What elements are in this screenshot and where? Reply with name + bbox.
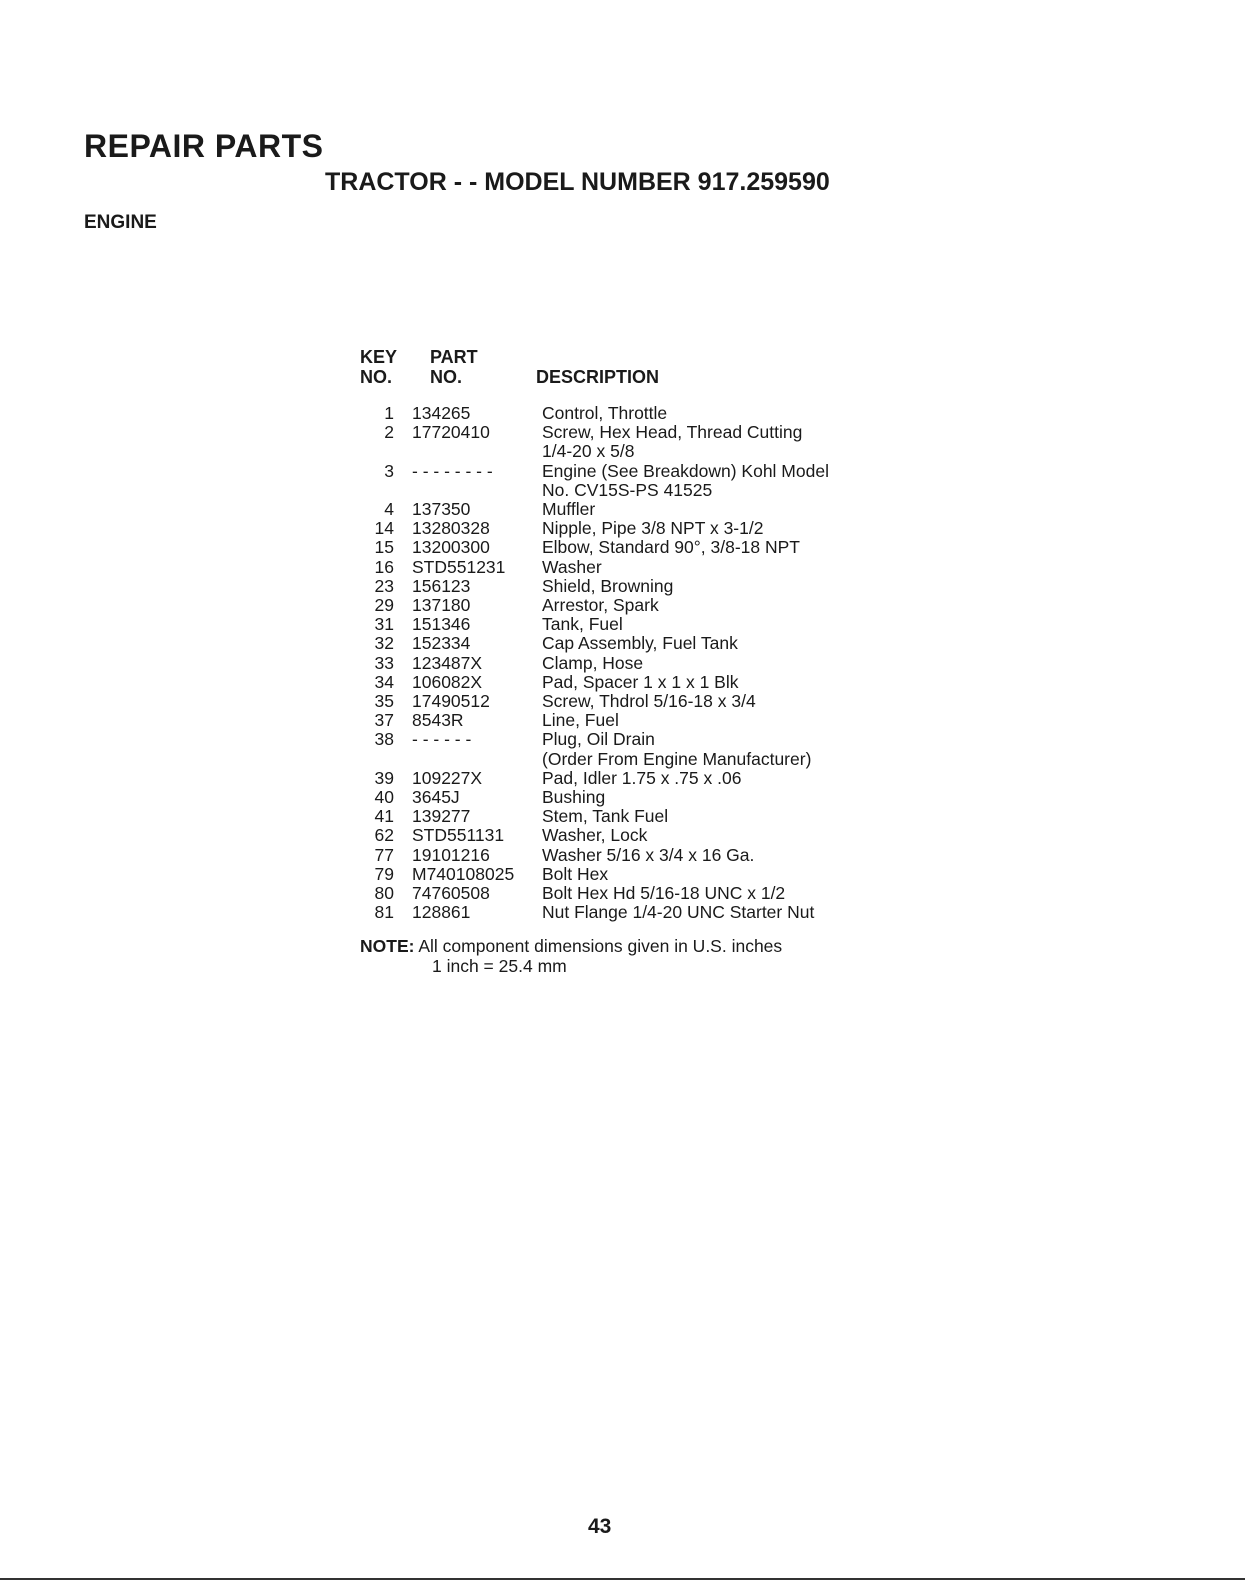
- table-row: [360, 788, 829, 807]
- key-number: 77: [374, 844, 394, 865]
- part-number: 123487X: [412, 652, 483, 673]
- key-number: 31: [374, 614, 394, 635]
- part-description: [542, 903, 814, 922]
- part-description: [542, 673, 739, 692]
- part-number: 13200300: [412, 537, 490, 558]
- table-row: [360, 558, 829, 577]
- part-number: 19101216: [412, 844, 490, 865]
- description-line: Line, Fuel: [542, 710, 619, 731]
- table-row: [360, 462, 829, 500]
- part-description: [542, 807, 668, 826]
- part-description: [542, 692, 756, 711]
- part-number: 13280328: [412, 518, 490, 539]
- description-line: Washer 5/16 x 3/4 x 16 Ga.: [542, 844, 755, 865]
- key-header-top: KEY: [360, 347, 398, 367]
- table-row: [360, 692, 829, 711]
- description-line: Elbow, Standard 90°, 3/8-18 NPT: [542, 537, 800, 558]
- table-row: [360, 577, 829, 596]
- table-row: [360, 615, 829, 634]
- table-row: [360, 826, 829, 845]
- description-line: (Order From Engine Manufacturer): [542, 748, 812, 769]
- description-line: No. CV15S-PS 41525: [542, 479, 713, 500]
- description-line: Pad, Idler 1.75 x .75 x .06: [542, 767, 742, 788]
- key-number: 62: [374, 825, 394, 846]
- note-line-1: All component dimensions given in U.S. inches: [418, 936, 783, 956]
- description-line: Control, Throttle: [542, 403, 668, 423]
- description-line: Muffler: [542, 499, 596, 520]
- key-number: 41: [374, 806, 394, 827]
- part-description: [542, 462, 829, 500]
- part-number: 109227X: [412, 767, 483, 788]
- part-header-top: PART: [430, 347, 478, 367]
- footer-rule: [0, 1578, 1245, 1580]
- part-description: [542, 615, 623, 634]
- page-number: 43: [588, 1515, 612, 1538]
- key-number: 35: [374, 691, 394, 712]
- part-number: M740108025: [412, 863, 515, 884]
- key-number: 23: [374, 575, 394, 596]
- description-line: Stem, Tank Fuel: [542, 806, 669, 827]
- description-line: Nut Flange 1/4-20 UNC Starter Nut: [542, 902, 815, 923]
- part-number: 152334: [412, 633, 471, 654]
- description-line: Shield, Browning: [542, 575, 674, 596]
- part-description: [542, 826, 647, 845]
- part-number: STD551131: [412, 825, 505, 846]
- table-row: [360, 769, 829, 788]
- page-title: REPAIR PARTS: [84, 128, 324, 164]
- table-row: [360, 538, 829, 557]
- table-row: [360, 807, 829, 826]
- note-line-2: 1 inch = 25.4 mm: [432, 956, 567, 976]
- description-line: Nipple, Pipe 3/8 NPT x 3-1/2: [542, 518, 764, 539]
- model-subtitle: TRACTOR - - MODEL NUMBER 917.259590: [325, 168, 830, 196]
- table-row: [360, 654, 829, 673]
- part-description: [542, 404, 667, 423]
- part-description: [542, 577, 673, 596]
- part-number: 156123: [412, 575, 471, 596]
- part-number: 128861: [412, 902, 471, 923]
- table-row: [360, 404, 829, 423]
- table-row: [360, 634, 829, 653]
- description-line: Tank, Fuel: [542, 614, 623, 635]
- table-row: [360, 730, 829, 768]
- description-line: Cap Assembly, Fuel Tank: [542, 633, 738, 654]
- table-row: [360, 865, 829, 884]
- key-number: 37: [374, 710, 394, 731]
- part-description: [542, 423, 802, 461]
- description-line: Engine (See Breakdown) Kohl Model: [542, 460, 829, 481]
- part-number: 8543R: [412, 710, 464, 731]
- part-description: [542, 634, 738, 653]
- part-description: [542, 596, 659, 615]
- description-line: Bolt Hex: [542, 863, 609, 884]
- key-number: 38: [374, 729, 394, 750]
- note-label: NOTE:: [360, 936, 415, 956]
- key-number: 4: [384, 499, 394, 520]
- part-description: [542, 538, 800, 557]
- part-description: [542, 654, 643, 673]
- description-line: Washer, Lock: [542, 825, 648, 846]
- key-number: 34: [374, 671, 394, 692]
- key-header-bottom: NO.: [360, 367, 393, 387]
- part-description: [542, 788, 605, 807]
- part-number: 139277: [412, 806, 471, 827]
- description-line: Bolt Hex Hd 5/16-18 UNC x 1/2: [542, 883, 786, 904]
- key-number: 16: [374, 556, 394, 577]
- table-row: [360, 673, 829, 692]
- part-description: [542, 558, 602, 577]
- part-description: [542, 884, 785, 903]
- table-row: [360, 596, 829, 615]
- description-line: Plug, Oil Drain: [542, 729, 655, 750]
- key-number: 29: [374, 595, 394, 616]
- part-number: 137350: [412, 499, 471, 520]
- parts-list: [360, 404, 829, 922]
- table-row: [360, 423, 829, 461]
- part-description: [542, 730, 811, 768]
- key-number: 33: [374, 652, 394, 673]
- part-description: [542, 846, 754, 865]
- key-number: 81: [374, 902, 394, 923]
- key-number: 79: [374, 863, 394, 884]
- part-description: [542, 711, 619, 730]
- part-number: 3645J: [412, 787, 460, 808]
- table-row: [360, 846, 829, 865]
- part-number: 134265: [412, 403, 471, 423]
- description-line: Arrestor, Spark: [542, 595, 659, 616]
- description-line: Screw, Thdrol 5/16-18 x 3/4: [542, 691, 756, 712]
- part-number: 17490512: [412, 691, 490, 712]
- part-description: [542, 519, 763, 538]
- key-number: 39: [374, 767, 394, 788]
- key-number: 3: [384, 460, 394, 481]
- description-line: Pad, Spacer 1 x 1 x 1 Blk: [542, 671, 739, 692]
- dimensions-note: [360, 936, 782, 976]
- table-row: [360, 884, 829, 903]
- part-number: 106082X: [412, 671, 483, 692]
- description-header: DESCRIPTION: [536, 367, 660, 387]
- part-header-bottom: NO.: [430, 367, 463, 387]
- description-line: 1/4-20 x 5/8: [542, 441, 635, 462]
- table-row: [360, 519, 829, 538]
- section-heading: ENGINE: [84, 212, 157, 233]
- description-line: Bushing: [542, 787, 606, 808]
- part-number: - - - - - - - -: [412, 460, 493, 481]
- part-number: - - - - - -: [412, 729, 472, 750]
- key-number: 15: [374, 537, 394, 558]
- part-number: 137180: [412, 595, 471, 616]
- part-number: 17720410: [412, 422, 490, 443]
- key-number: 2: [384, 422, 394, 443]
- description-line: Washer: [542, 556, 602, 577]
- key-number: 80: [374, 883, 394, 904]
- part-description: [542, 500, 595, 519]
- part-number: 74760508: [412, 883, 490, 904]
- part-number: STD551231: [412, 556, 506, 577]
- key-number: 1: [384, 403, 394, 423]
- table-row: [360, 500, 829, 519]
- description-line: Screw, Hex Head, Thread Cutting: [542, 422, 803, 443]
- part-description: [542, 865, 608, 884]
- table-row: [360, 711, 829, 730]
- table-row: [360, 903, 829, 922]
- key-number: 32: [374, 633, 394, 654]
- description-line: Clamp, Hose: [542, 652, 644, 673]
- key-number: 40: [374, 787, 394, 808]
- part-description: [542, 769, 741, 788]
- key-number: 14: [374, 518, 394, 539]
- part-number: 151346: [412, 614, 471, 635]
